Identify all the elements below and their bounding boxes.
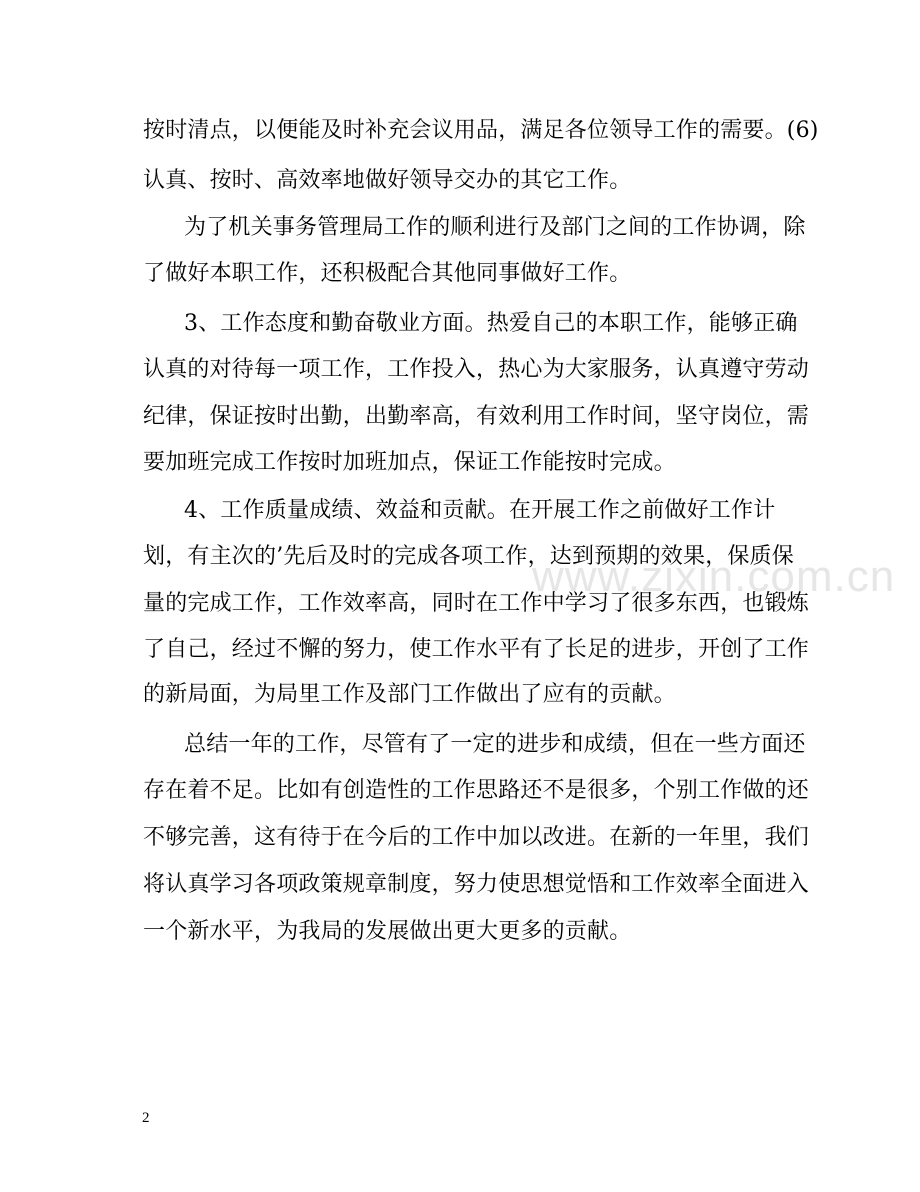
text-line: 存在着不足。比如有创造性的工作思路还不是很多，个别工作做的还	[143, 778, 810, 803]
text-line: 将认真学习各项政策规章制度，努力使思想觉悟和工作效率全面进入	[143, 872, 810, 897]
text-line: 按时清点，以便能及时补充会议用品，满足各位领导工作的需要。(6)	[143, 118, 819, 143]
text-line: 不够完善，这有待于在今后的工作中加以改进。在新的一年里，我们	[143, 825, 810, 850]
paragraph-first-line: 3、工作态度和勤奋敬业方面。热爱自己的本职工作，能够正确	[184, 311, 798, 336]
text-line: 要加班完成工作按时加班加点，保证工作能按时完成。	[143, 450, 676, 475]
text-line: 的新局面，为局里工作及部门工作做出了应有的贡献。	[143, 682, 676, 707]
paragraph-first-line: 为了机关事务管理局工作的顺利进行及部门之间的工作协调，除	[184, 215, 806, 240]
text-line: 纪律，保证按时出勤，出勤率高，有效利用工作时间，坚守岗位，需	[143, 404, 810, 429]
page-number: 2	[142, 1110, 150, 1126]
paragraph-first-line: 总结一年的工作，尽管有了一定的进步和成绩，但在一些方面还	[184, 732, 806, 757]
text-line: 一个新水平，为我局的发展做出更大更多的贡献。	[143, 919, 632, 944]
text-line: 划，有主次的’先后及时的完成各项工作，达到预期的效果，保质保	[143, 544, 794, 569]
text-line: 认真的对待每一项工作，工作投入，热心为大家服务，认真遵守劳动	[143, 357, 810, 382]
paragraph-first-line: 4、工作质量成绩、效益和贡献。在开展工作之前做好工作计	[184, 498, 776, 523]
text-line: 认真、按时、高效率地做好领导交办的其它工作。	[143, 168, 632, 193]
text-line: 量的完成工作，工作效率高，同时在工作中学习了很多东西，也锻炼	[143, 591, 810, 616]
text-line: 了自己，经过不懈的努力，使工作水平有了长足的进步，开创了工作	[143, 637, 810, 662]
text-line: 了做好本职工作，还积极配合其他同事做好工作。	[143, 261, 632, 286]
watermark-text: www.zixin.com.cn	[532, 552, 896, 601]
